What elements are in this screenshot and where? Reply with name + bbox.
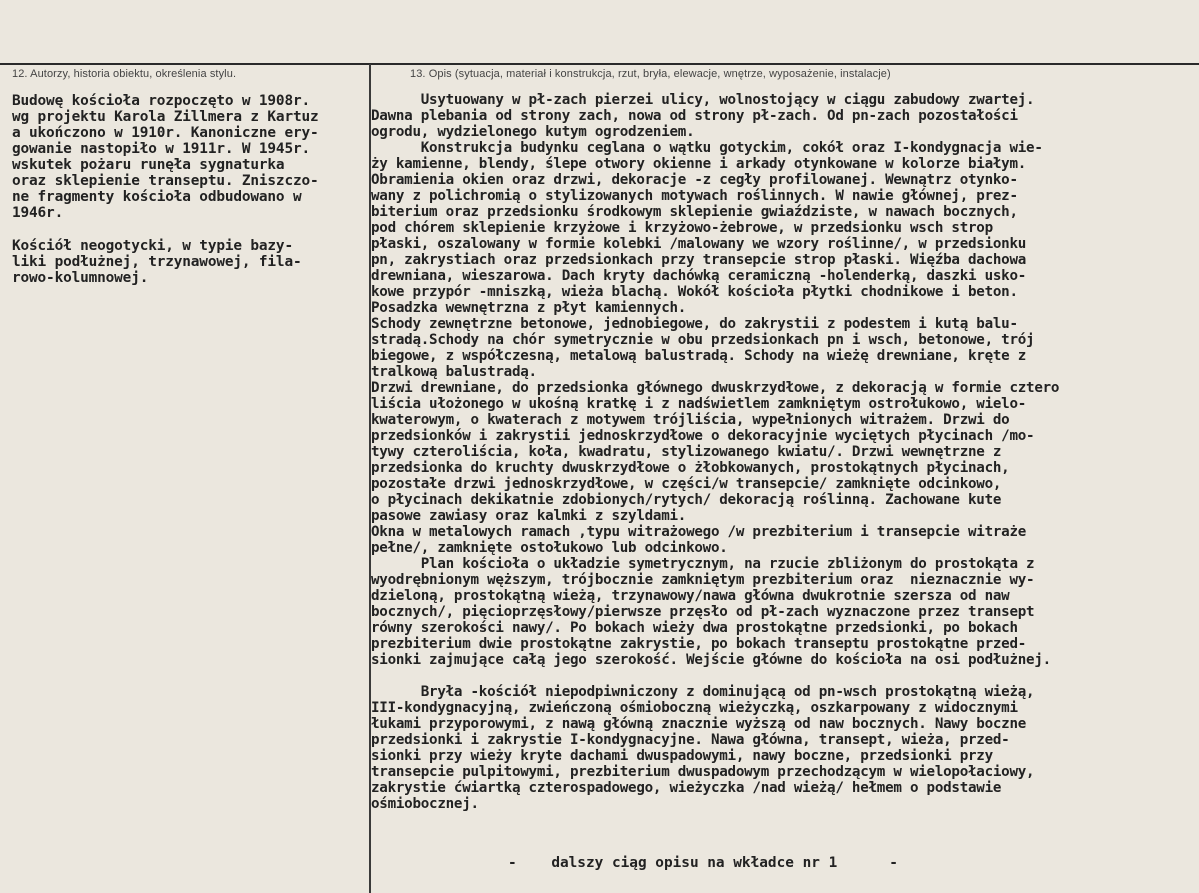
section-12-header: 12. Autorzy, historia obiektu, określenia stylu. bbox=[12, 68, 237, 80]
description-line: płaski, oszalowany w formie kolebki /malowany we wzory roślinne/, w przedsionku bbox=[371, 236, 1027, 252]
description-line: pełne/, zamknięte ostołukowo lub odcinkowo. bbox=[371, 540, 728, 556]
history-paragraph bbox=[12, 93, 368, 221]
description-line: kowe przypór -mniszką, wieża blachą. Wokół kościoła płytki chodnikowe i beton. bbox=[371, 284, 1018, 300]
description-line: kwaterowym, o kwaterach z motywem trójliścia, wypełnionych witrażem. Drzwi do bbox=[371, 412, 1010, 428]
history-line: Budowę kościoła rozpoczęto w 1908r. bbox=[12, 93, 310, 109]
description-line: prezbiterium dwie prostokątne zakrystie, po bokach transeptu prostokątne przed- bbox=[371, 636, 1027, 652]
description-line: liścia ułożonego w ukośną kratkę i z nadświetlem zamkniętym ostrołukowo, wielo- bbox=[371, 396, 1027, 412]
style-paragraph bbox=[12, 238, 368, 286]
style-line: rowo-kolumnowej. bbox=[12, 270, 149, 286]
description-line: ośmiobocznej. bbox=[371, 796, 479, 812]
description-line: dzieloną, prostokątną wieżą, trzynawowy/nawa główna dwukrotnie szersza od naw bbox=[371, 588, 1010, 604]
description-line: transepcie pulpitowymi, prezbiterium dwuspadowym przechodzącym w wielopołaciowy, bbox=[371, 764, 1035, 780]
description-line: Konstrukcja budynku ceglana o wątku gotyckim, cokół oraz I-kondygnacja wie- bbox=[371, 140, 1043, 156]
section-13-header: 13. Opis (sytuacja, materiał i konstrukcja, rzut, bryła, elewacje, wnętrze, wyposażenie, instalacje) bbox=[410, 68, 891, 80]
history-line: a ukończono w 1910r. Kanoniczne ery- bbox=[12, 125, 319, 141]
description-line: wyodrębnionym węższym, trójbocznie zamkniętym prezbiterium oraz nieznacznie wy- bbox=[371, 572, 1035, 588]
description-line: Plan kościoła o układzie symetrycznym, na rzucie zbliżonym do prostokąta z bbox=[371, 556, 1035, 572]
description-line: Posadzka wewnętrzna z płyt kamiennych. bbox=[371, 300, 687, 316]
description-line: Okna w metalowych ramach ,typu witrażowego /w prezbiterium i transepcie witraże bbox=[371, 524, 1027, 540]
description-line: przedsionków i zakrystii jednoskrzydłowe o dekoracyjnie wyciętych płycinach /mo- bbox=[371, 428, 1035, 444]
description-line: o płycinach dekikatnie zdobionych/rytych/ dekoracją roślinną. Zachowane kute bbox=[371, 492, 1002, 508]
history-line: 1946r. bbox=[12, 205, 64, 221]
history-line: wg projektu Karola Zillmera z Kartuz bbox=[12, 109, 319, 125]
description-line: drewniana, wieszarowa. Dach kryty dachówką ceramiczną -holenderką, daszki usko- bbox=[371, 268, 1027, 284]
description-line: bocznych/, pięcioprzęsłowy/pierwsze przęsło od pł-zach wyznaczone przez transept bbox=[371, 604, 1035, 620]
description-line: łukami przyporowymi, z nawą główną znacznie wyższą od naw bocznych. Nawy boczne bbox=[371, 716, 1027, 732]
top-rule bbox=[0, 63, 1199, 65]
description-line: tralkową balustradą. bbox=[371, 364, 537, 380]
history-line: gowanie nastopiło w 1911r. W 1945r. bbox=[12, 141, 310, 157]
description-line: pasowe zawiasy oraz kalmki z szyldami. bbox=[371, 508, 687, 524]
description-line: równy szerokości nawy/. Po bokach wieży dwa prostokątne przedsionki, po bokach bbox=[371, 620, 1018, 636]
description-line: pod chórem sklepienie krzyżowe i krzyżowo-żebrowe, w przedsionku wsch strop bbox=[371, 220, 993, 236]
style-line: liki podłużnej, trzynawowej, fila- bbox=[12, 254, 302, 270]
history-line: oraz sklepienie transeptu. Zniszczo- bbox=[12, 173, 319, 189]
description-line: sionki przy wieży kryte dachami dwuspadowymi, nawy boczne, przedsionki przy bbox=[371, 748, 993, 764]
style-line: Kościół neogotycki, w typie bazy- bbox=[12, 238, 293, 254]
description-line bbox=[371, 668, 1199, 684]
description-line: wany z polichromią o stylizowanych motywach roślinnych. W nawie głównej, prez- bbox=[371, 188, 1018, 204]
description-line: pozostałe drzwi jednoskrzydłowe, w części/w transepcie/ zamknięte odcinkowo, bbox=[371, 476, 1002, 492]
description-line: biterium oraz przedsionku środkowym sklepienie gwiaździste, w nawach bocznych, bbox=[371, 204, 1018, 220]
description-line: tywy czteroliścia, koła, kwadratu, stylizowanego kwiatu/. Drzwi wewnętrzne z bbox=[371, 444, 1002, 460]
description-line: Schody zewnętrzne betonowe, jednobiegowe, do zakrystii z podestem i kutą balu- bbox=[371, 316, 1018, 332]
continuation-note: - dalszy ciąg opisu na wkładce nr 1 - bbox=[508, 855, 898, 871]
description-line: Dawna plebania od strony zach, nowa od strony pł-zach. Od pn-zach pozostałości bbox=[371, 108, 1018, 124]
description-line: sionki zajmujące całą jego szerokość. Wejście główne do kościoła na osi podłużnej. bbox=[371, 652, 1051, 668]
description-line: Usytuowany w pł-zach pierzei ulicy, wolnostojący w ciągu zabudowy zwartej. bbox=[371, 92, 1035, 108]
description-line: III-kondygnacyjną, zwieńczoną ośmioboczną wieżyczką, oszkarpowany z widocznymi bbox=[371, 700, 1018, 716]
description-line: ży kamienne, blendy, ślepe otwory okienne i arkady otynkowane w kolorze białym. bbox=[371, 156, 1027, 172]
description-line: Obramienia okien oraz drzwi, dekoracje -z cegły profilowanej. Wewnątrz otynko- bbox=[371, 172, 1018, 188]
description-line: biegowe, z współczesną, metalową balustradą. Schody na wieżę drewniane, kręte z bbox=[371, 348, 1027, 364]
description-line: przedsionka do kruchty dwuskrzydłowe o żłobkowanych, prostokątnych płycinach, bbox=[371, 460, 1010, 476]
description-line: pn, zakrystiach oraz przedsionkach przy transepcie strop płaski. Więźba dachowa bbox=[371, 252, 1027, 268]
description-column bbox=[371, 92, 1199, 812]
description-line: przedsionki i zakrystie I-kondygnacyjne. Nawa główna, transept, wieża, przed- bbox=[371, 732, 1010, 748]
description-line: zakrystie ćwiartką czterospadowego, wieżyczka /nad wieżą/ hełmem o podstawie bbox=[371, 780, 1002, 796]
history-line: ne fragmenty kościoła odbudowano w bbox=[12, 189, 302, 205]
history-line: wskutek pożaru runęła sygnaturka bbox=[12, 157, 285, 173]
description-line: stradą.Schody na chór symetrycznie w obu przedsionkach pn i wsch, betonowe, trój bbox=[371, 332, 1035, 348]
description-line: Drzwi drewniane, do przedsionka głównego dwuskrzydłowe, z dekoracją w formie cztero bbox=[371, 380, 1060, 396]
description-line: ogrodu, wydzielonego kutym ogrodzeniem. bbox=[371, 124, 695, 140]
description-line: Bryła -kościół niepodpiwniczony z dominującą od pn-wsch prostokątną wieżą, bbox=[371, 684, 1035, 700]
